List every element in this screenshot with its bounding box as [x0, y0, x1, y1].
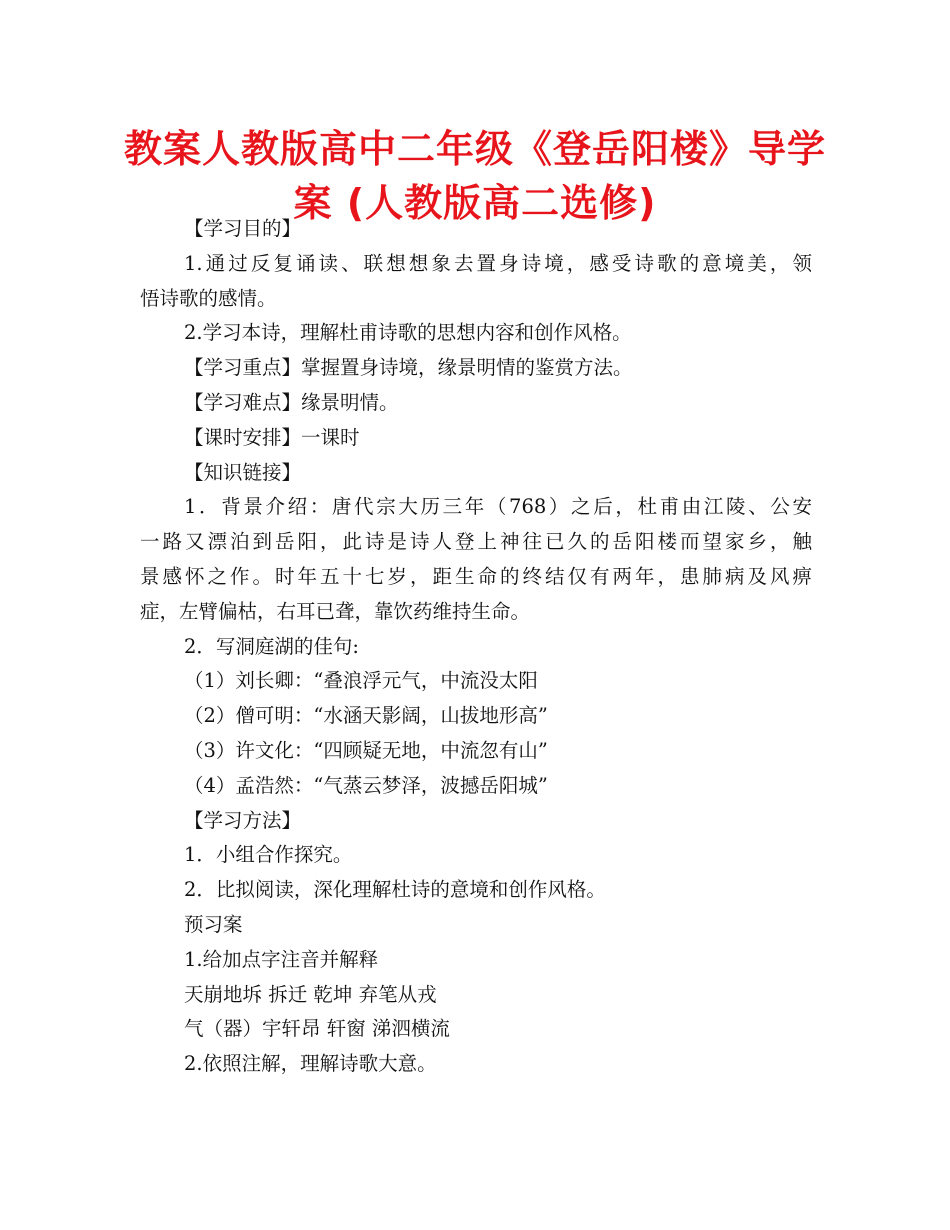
paragraph-line: 一路又漂泊到岳阳，此诗是诗人登上神往已久的岳阳楼而望家乡，触: [140, 530, 812, 554]
title-line-2: 案 (人教版高二选修): [293, 181, 657, 225]
paragraph-line: 2.依照注解，理解诗歌大意。: [184, 1052, 437, 1076]
section-heading: 【学习重点】掌握置身诗境，缘景明情的鉴赏方法。: [184, 356, 633, 380]
paragraph-line: 2.学习本诗，理解杜甫诗歌的思想内容和创作风格。: [184, 321, 632, 345]
section-heading: 【学习方法】: [184, 808, 302, 832]
section-heading: 预习案: [184, 912, 243, 936]
list-item: 1．小组合作探究。: [184, 843, 353, 867]
paragraph-line: 症，左臂偏枯，右耳已聋，靠饮药维持生命。: [140, 599, 531, 623]
list-item: （3）许文化：“四顾疑无地，中流忽有山”: [184, 738, 548, 762]
paragraph-line: 1．背景介绍：唐代宗大历三年（768）之后，杜甫由江陵、公安: [184, 495, 812, 519]
section-heading: 【知识链接】: [184, 460, 302, 484]
paragraph-line: 天崩地坼 拆迁 乾坤 弃笔从戎: [184, 982, 437, 1006]
paragraph-line: 气（器）宇轩昂 轩窗 涕泗横流: [184, 1017, 450, 1041]
paragraph-line: 1.通过反复诵读、联想想象去置身诗境，感受诗歌的意境美，领: [184, 251, 812, 275]
list-item: （2）僧可明：“水涵天影阔，山拔地形高”: [184, 704, 548, 728]
section-heading: 【学习目的】: [184, 217, 302, 240]
paragraph-line: 悟诗歌的感情。: [140, 286, 277, 310]
document-body: [140, 212, 812, 1082]
section-heading: 【学习难点】缘景明情。: [184, 390, 399, 414]
list-item: （1）刘长卿：“叠浪浮元气，中流没太阳: [184, 669, 538, 693]
title-line-1: 教案人教版高中二年级《登岳阳楼》导学: [123, 127, 826, 171]
list-item: 2．比拟阅读，深化理解杜诗的意境和创作风格。: [184, 878, 606, 902]
paragraph-line: 1.给加点字注音并解释: [184, 947, 379, 971]
section-heading: 【课时安排】一课时: [184, 425, 360, 449]
paragraph-line: 2．写洞庭湖的佳句:: [184, 634, 359, 658]
list-item: （4）孟浩然：“气蒸云梦泽，波撼岳阳城”: [184, 773, 548, 797]
paragraph-line: 景感怀之作。时年五十七岁，距生命的终结仅有两年，患肺病及风痹: [140, 564, 812, 588]
